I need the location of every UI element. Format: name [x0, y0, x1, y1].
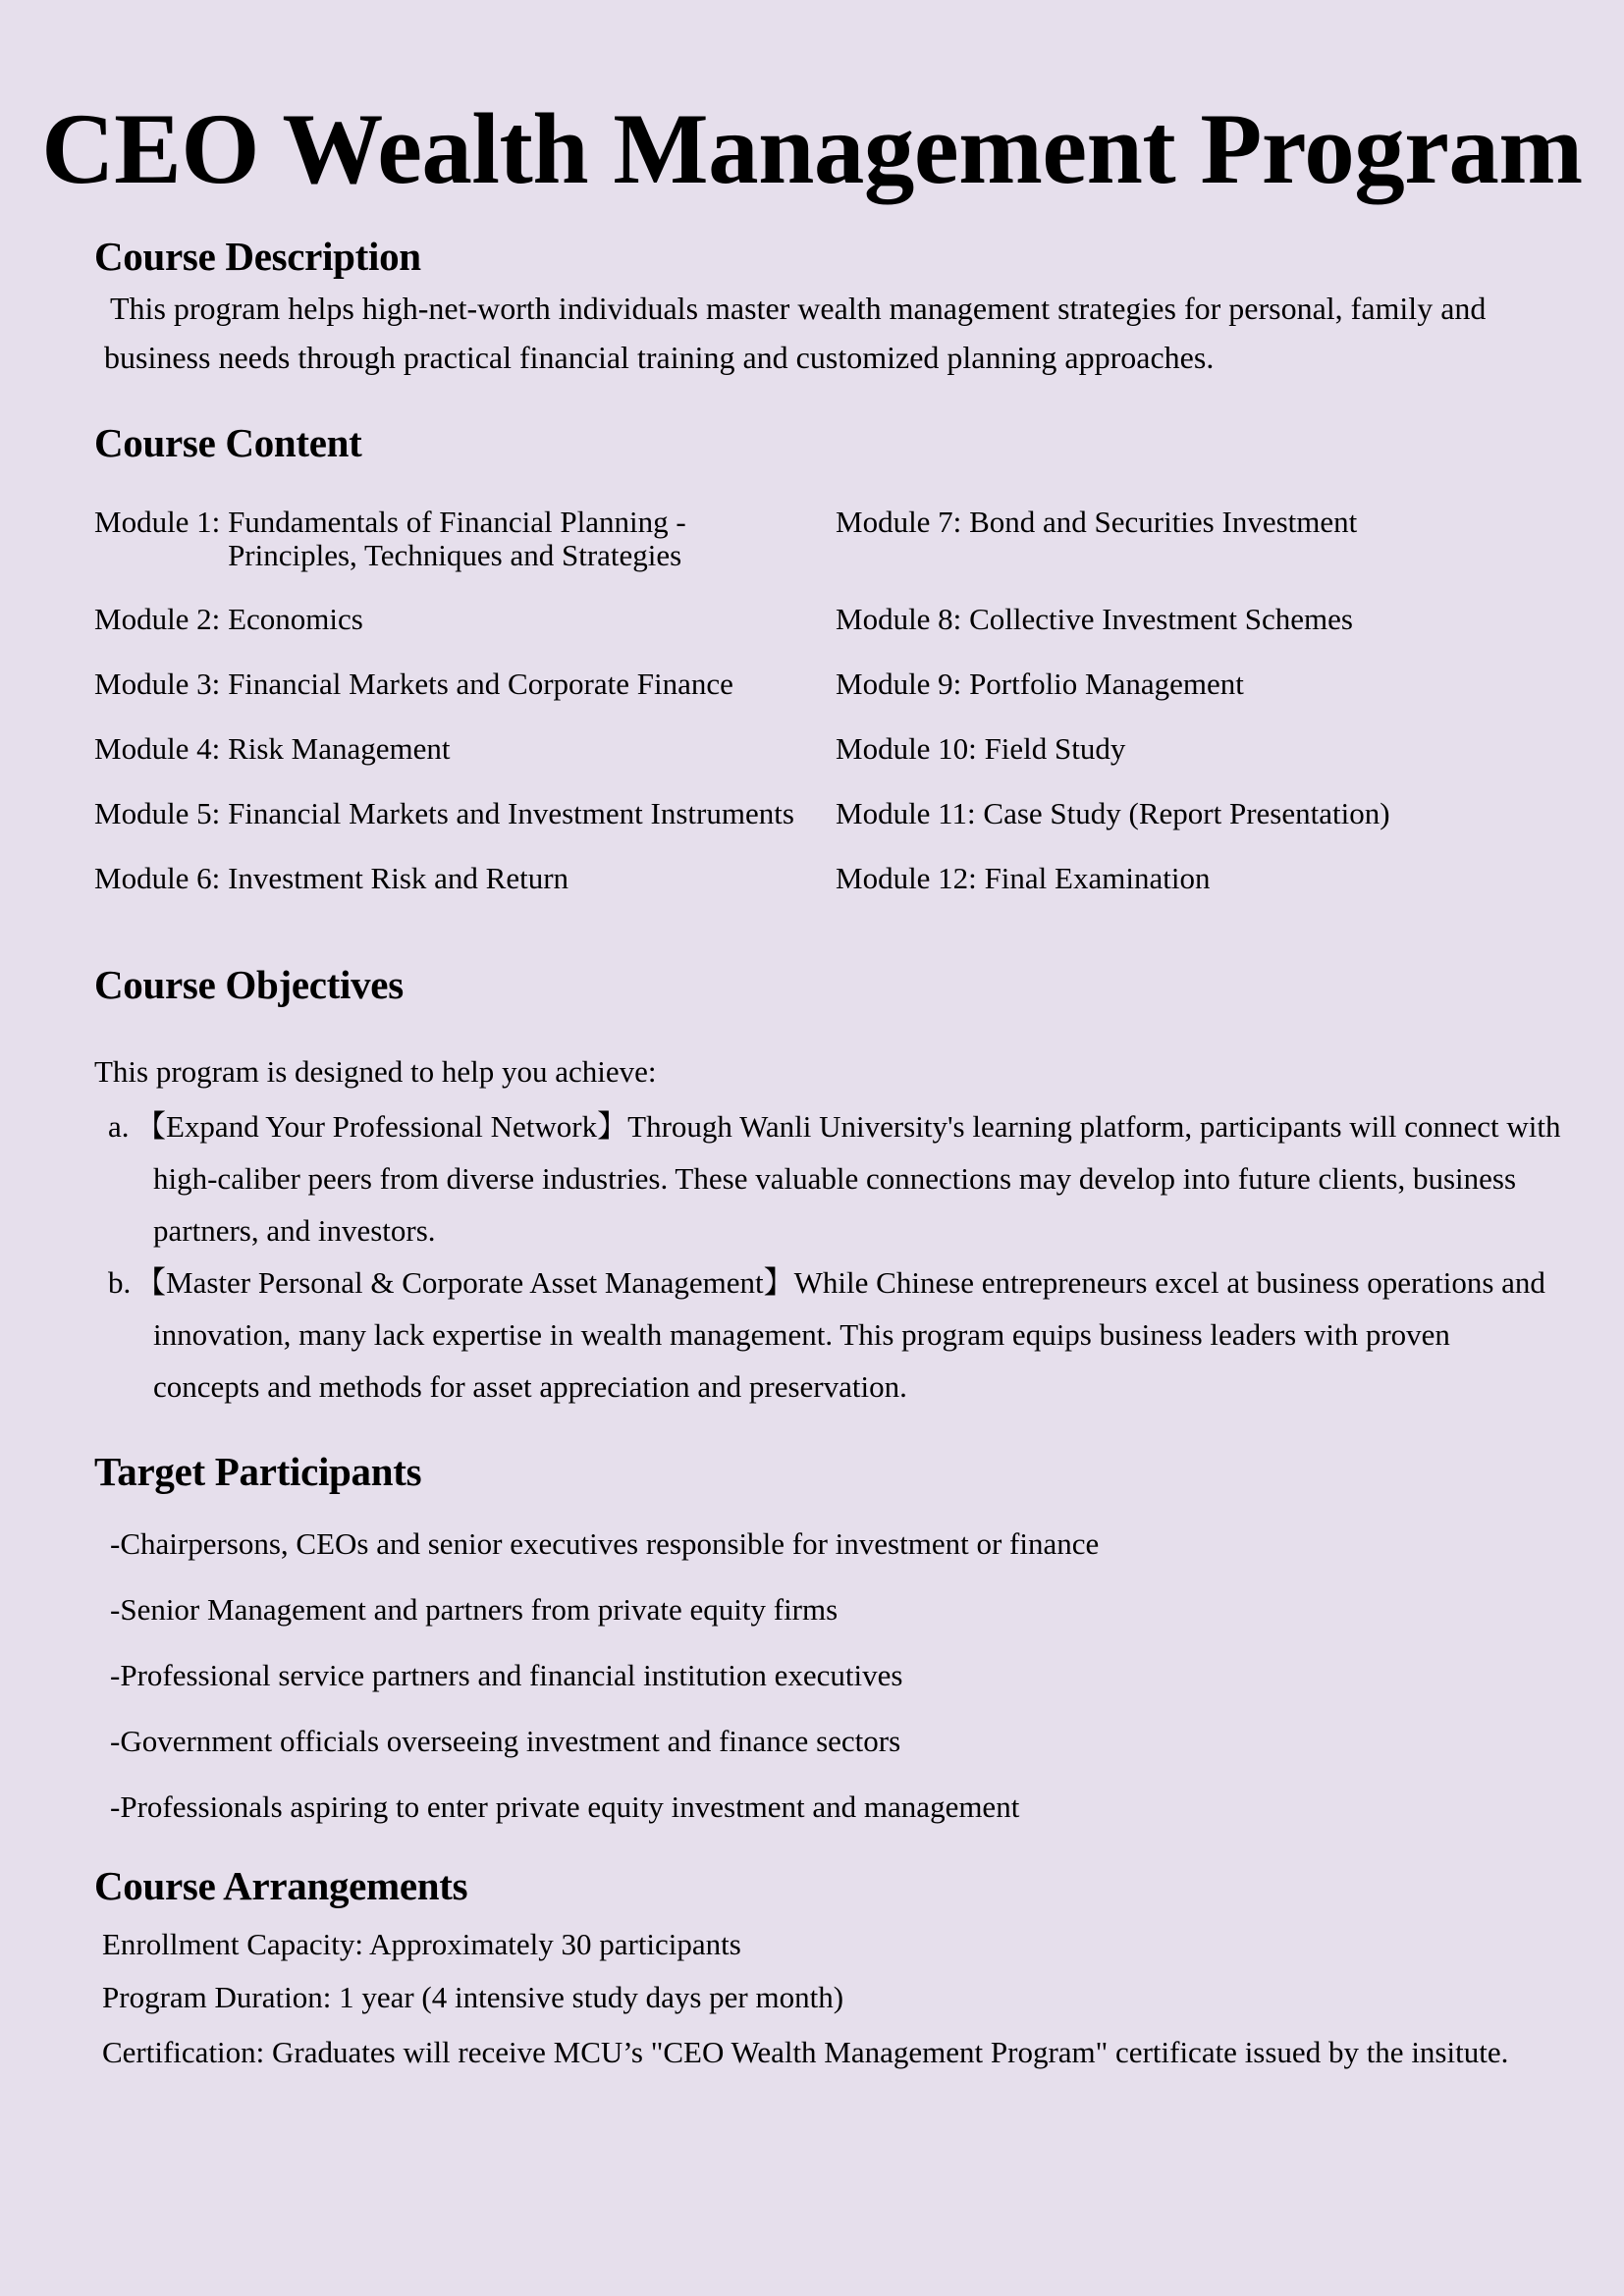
objective-item [108, 1100, 1581, 1256]
module-number: Module 9: [836, 667, 962, 701]
enrollment-capacity: Enrollment Capacity: Approximately 30 participants [102, 1927, 741, 1961]
module-number: Module 2: [94, 602, 221, 636]
module-item [94, 862, 568, 895]
module-number: Module 6: [94, 861, 221, 895]
module-name: Fundamentals of Financial Planning - Principles, Techniques and Strategies [228, 505, 686, 572]
objective-line: 【Master Personal & Corporate Asset Management】While Chinese entrepreneurs excel at business operations and [135, 1265, 1545, 1300]
module-name: Risk Management [228, 731, 451, 766]
target-participants-heading: Target Participants [94, 1449, 422, 1494]
module-item [94, 603, 363, 636]
objective-line: high-caliber peers from diverse industries. These valuable connections may develop into future clients, business [153, 1161, 1517, 1196]
certification: Certification: Graduates will receive MCU’s "CEO Wealth Management Program" certificate issued by the insitute. [102, 2035, 1509, 2069]
module-number: Module 11: [836, 796, 976, 830]
participant-item: -Professional service partners and financial institution executives [110, 1658, 903, 1692]
module-name: Field Study [984, 731, 1126, 766]
participant-item: -Senior Management and partners from private equity firms [110, 1592, 839, 1627]
objective-marker: b. [108, 1265, 132, 1300]
course-description-text [104, 284, 1597, 382]
module-number: Module 4: [94, 731, 221, 766]
module-name: Final Examination [984, 861, 1211, 895]
module-number: Module 12: [836, 861, 977, 895]
module-name: Collective Investment Schemes [969, 602, 1353, 636]
module-name: Investment Risk and Return [228, 861, 569, 895]
module-item [836, 667, 1244, 701]
objective-marker: a. [108, 1109, 130, 1144]
module-name: Financial Markets and Corporate Finance [228, 667, 733, 701]
objective-line: innovation, many lack expertise in wealth management. This program equips business leaders with proven [153, 1317, 1450, 1352]
module-name: Economics [228, 602, 363, 636]
participant-item: -Professionals aspiring to enter private equity investment and management [110, 1789, 1020, 1824]
module-number: Module 3: [94, 667, 221, 701]
module-item [94, 506, 686, 572]
module-name: Financial Markets and Investment Instruments [228, 796, 794, 830]
module-name: Portfolio Management [969, 667, 1244, 701]
course-description-line-2: business needs through practical financial training and customized planning approaches. [104, 340, 1215, 375]
course-description-line-1: This program helps high-net-worth individuals master wealth management strategies for personal, family and [110, 291, 1487, 326]
module-item [836, 862, 1210, 895]
module-number: Module 1: [94, 505, 221, 539]
course-description-heading: Course Description [94, 234, 421, 279]
objective-line: concepts and methods for asset appreciation and preservation. [153, 1369, 907, 1404]
module-item [836, 506, 1357, 539]
module-number: Module 7: [836, 505, 962, 539]
program-duration: Program Duration: 1 year (4 intensive study days per month) [102, 1980, 844, 2014]
participant-item: -Government officials overseeing investment and finance sectors [110, 1724, 901, 1758]
module-item [836, 797, 1390, 830]
module-item [836, 603, 1353, 636]
module-item [94, 732, 451, 766]
course-content-heading: Course Content [94, 420, 362, 465]
course-arrangements-heading: Course Arrangements [94, 1863, 468, 1908]
module-item [94, 797, 794, 830]
page-title: CEO Wealth Management Program [41, 93, 1583, 205]
course-objectives-heading: Course Objectives [94, 962, 404, 1007]
module-item [94, 667, 733, 701]
objective-line: 【Expand Your Professional Network】Through Wanli University's learning platform, participants will connect with [135, 1109, 1561, 1144]
module-name: Case Study (Report Presentation) [983, 796, 1390, 830]
module-name: Bond and Securities Investment [969, 505, 1358, 539]
objective-item [108, 1256, 1581, 1413]
module-number: Module 8: [836, 602, 962, 636]
objective-line: partners, and investors. [153, 1213, 436, 1248]
objectives-intro: This program is designed to help you achieve: [94, 1054, 657, 1089]
participant-item: -Chairpersons, CEOs and senior executives responsible for investment or finance [110, 1526, 1100, 1561]
module-number: Module 5: [94, 796, 221, 830]
module-item [836, 732, 1125, 766]
module-number: Module 10: [836, 731, 977, 766]
